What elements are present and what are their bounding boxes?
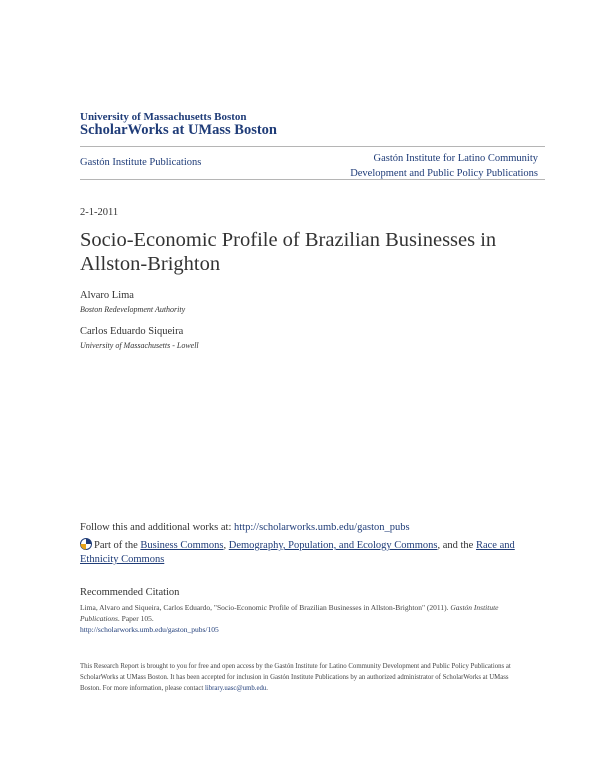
author-affiliation: University of Massachusetts - Lowell	[80, 341, 199, 350]
business-commons-link[interactable]: Business Commons	[140, 540, 224, 551]
title-line1: Socio-Economic Profile of Brazilian Businesses in	[80, 229, 497, 251]
part-of-line	[80, 538, 525, 567]
series-link-left[interactable]: Gastón Institute Publications	[80, 157, 202, 168]
series-link-right[interactable]	[308, 151, 538, 181]
author-affiliation: Boston Redevelopment Authority	[80, 305, 186, 314]
footer-text: This Research Report is brought to you for free and open access by the Gastón Institute for Latino Community Development and Public Policy Publications at ScholarWorks at UMass Boston. It has been accepted for inclusion in Gastón Institute Publications by an authorized administrator of ScholarWorks at UMass Boston. For more information, please contact	[80, 663, 511, 692]
repository-name[interactable]: ScholarWorks at UMass Boston	[80, 122, 277, 138]
citation-paper: . Paper 105.	[117, 614, 154, 623]
footer-end: .	[266, 685, 268, 692]
race-ethnicity-commons-link[interactable]: Race and Ethnicity Commons	[80, 540, 515, 565]
contact-email-link[interactable]: library.uasc@umb.edu	[204, 685, 267, 692]
citation-series: Gastón Institute Publications	[80, 603, 499, 623]
divider-bottom	[80, 179, 545, 180]
publication-date: 2-1-2011	[80, 207, 119, 218]
author-name: Carlos Eduardo Siqueira	[80, 326, 184, 337]
follow-label: Follow this and additional works at:	[80, 522, 234, 533]
demography-commons-link[interactable]: Demography, Population, and Ecology Commons	[228, 540, 438, 551]
divider-top	[80, 146, 545, 147]
series-right-line2: Development and Public Policy Publications	[350, 168, 538, 179]
document-title	[80, 228, 540, 276]
footer-notice	[80, 661, 530, 694]
follow-url-link[interactable]: http://scholarworks.umb.edu/gaston_pubs	[234, 522, 410, 533]
institution-name[interactable]: University of Massachusetts Boston	[80, 111, 247, 123]
part-of-prefix: Part of the	[94, 540, 141, 551]
citation-body	[80, 602, 530, 635]
bepress-commons-icon	[80, 538, 92, 550]
citation-text: Lima, Alvaro and Siqueira, Carlos Eduardo, "Socio-Economic Profile of Brazilian Businesses in Allston-Brighton" (2011).	[80, 603, 451, 612]
author-name: Alvaro Lima	[80, 290, 134, 301]
citation-heading: Recommended Citation	[80, 587, 180, 598]
part-of-separator: ,	[223, 540, 229, 551]
series-right-line1: Gastón Institute for Latino Community	[373, 153, 538, 164]
part-of-separator: , and the	[437, 540, 476, 551]
citation-url-link[interactable]: http://scholarworks.umb.edu/gaston_pubs/105	[80, 625, 219, 634]
title-line2: Allston-Brighton	[80, 253, 221, 275]
follow-line	[80, 522, 410, 533]
